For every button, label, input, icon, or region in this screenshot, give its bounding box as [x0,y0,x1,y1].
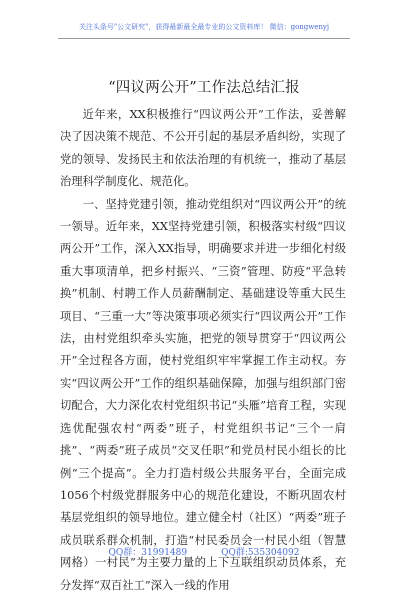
document-body [60,104,346,597]
footer-qq-group-2: QQ群:535304092 [221,548,300,558]
footer-qq-group-1: QQ群：31991489 [108,548,188,558]
paragraph-section-one: 一、坚持党建引领，推动党组织对“四议两公开”的统一领导。近年来，XX坚持党建引领，积极落实村级“四议两公开”工作，深入XX指导，明确要求并进一步细化村级重大事项清单，把乡村振兴、“三资”管理、防疫“平急转换”机制、村聘工作人员薪酬制定、基础建设等重大民生项目、“三重一大”等决策事项必须实行“四议两公开”工作法，由村党组织牵头实施，把党的领导贯穿于“四议两公开”全过程各方面，使村党组织牢牢掌握工作主动权。夯实“四议两公开”工作的组织基础保障，加强与组织部门密切配合，大力深化农村党组织书记“头雁”培育工程，实现选优配强农村“两委”班子，村党组织书记“三个一肩挑”、“两委”班子成员“交叉任职”和党员村民小组长的比例“三个提高”。全力打造村级公共服务平台，全面完成1056个村级党群服务中心的规范化建设，不断巩固农村基层党组织的领导地位。建立健全村（社区）“两委”班子成员联系群众机制，打造“村民委员会一村民小组（智慧网格）一村民”为主要力量的上下互联组织动员体系，充分发挥“双百社工”深入一线的作用 [60,197,346,592]
document-title: “四议两公开”工作法总结汇报 [108,80,300,96]
footer-contact [40,547,368,559]
header-divider [58,38,350,39]
header-promo-note: 关注头条号"公文研究"，获得最新最全最专业的公文资料库！ 微信：gongwenyj [78,23,330,31]
paragraph-intro: 近年来，XX积极推行“四议两公开”工作法，妥善解决了因决策不规范、不公开引起的基层矛盾纠纷，实现了党的领导、发扬民主和依法治理的有机统一，推动了基层治理科学制度化、规范化。 [60,108,346,189]
